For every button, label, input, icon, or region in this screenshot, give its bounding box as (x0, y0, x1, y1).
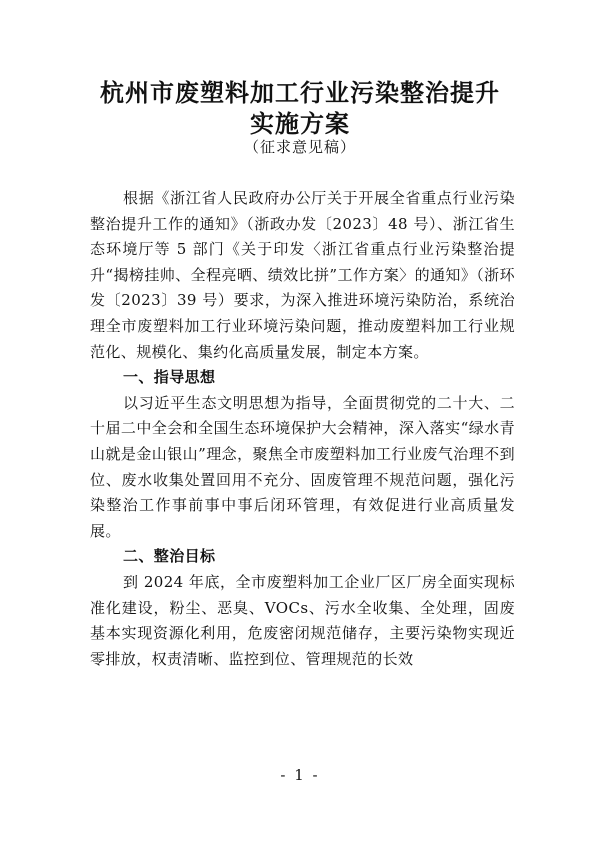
document-title-line-2: 实施方案 (250, 109, 350, 138)
section-heading-rectification-goals: 二、整治目标 (123, 547, 216, 566)
guiding-ideology-paragraph: 以习近平生态文明思想为指导，全面贯彻党的二十大、二十届二中全会和全国生态环境保护大会精神，深入落实“绿水青山就是金山银山”理念，聚焦全市废塑料加工行业废气治理不到位、废水收集处置回用不充分、固废管理不规范问题，强化污染整治工作事前事中事后闭环管理，有效促进行业高质量发展。 (90, 393, 515, 540)
rectification-goals-paragraph: 到 2024 年底，全市废塑料加工企业厂区厂房全面实现标准化建设，粉尘、恶臭、VOCs、污水全收集、全处理，固废基本实现资源化利用，危废密闭规范储存，主要污染物实现近零排放，权责清晰、监控到位、管理规范的长效 (90, 572, 515, 668)
section-heading-guiding-ideology: 一、指导思想 (123, 368, 216, 387)
document-body (90, 186, 515, 672)
document-title-line-1: 杭州市废塑料加工行业污染整治提升 (100, 78, 500, 107)
page-number: - 1 - (280, 766, 320, 784)
document-subtitle: （征求意见稿） (243, 138, 356, 156)
intro-paragraph: 根据《浙江省人民政府办公厅关于开展全省重点行业污染整治提升工作的通知》（浙政办发〔2023〕48 号）、浙江省生态环境厅等 5 部门《关于印发〈浙江省重点行业污染整治提升“揭榜挂帅、全程亮晒、绩效比拼”工作方案〉的通知》（浙环发〔2023〕39 号）要求，为深入推进环境污染防治，系统治理全市废塑料加工行业环境污染问题，推动废塑料加工行业规范化、规模化、集约化高质量发展，制定本方案。 (90, 189, 515, 361)
